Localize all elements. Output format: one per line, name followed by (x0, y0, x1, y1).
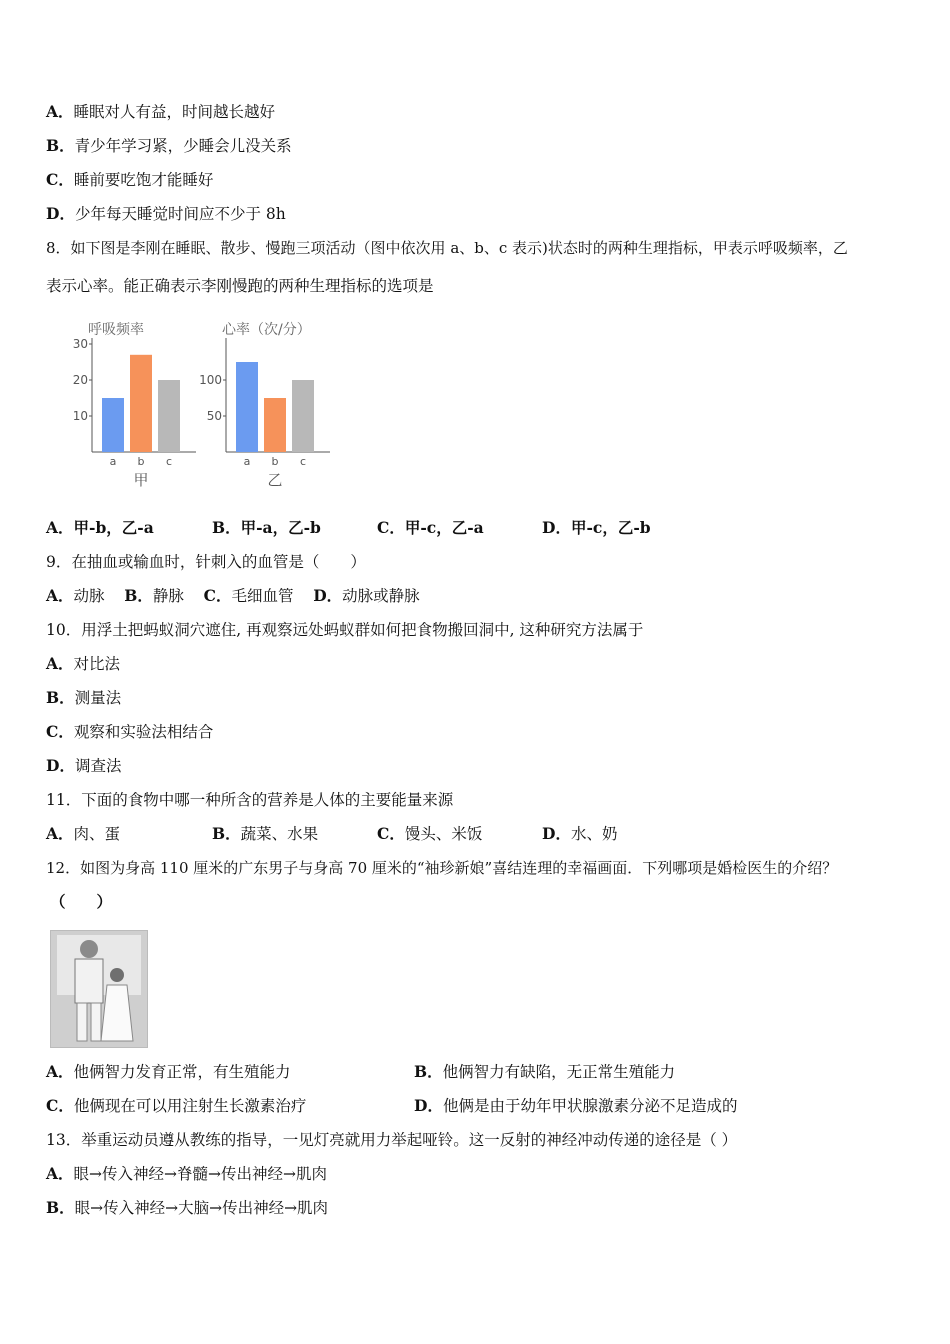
bar-b (264, 398, 286, 452)
q9-stem: 9．在抽血或输血时，针刺入的血管是（ ） (46, 553, 366, 571)
q11-stem: 11．下面的食物中哪一种所含的营养是人体的主要能量来源 (46, 791, 454, 809)
q8-stem-line1: 8．如下图是李刚在睡眠、散步、慢跑三项活动（图中依次用 a、b、c 表示)状态时的两种生理指标，甲表示呼吸频率，乙 (46, 239, 848, 257)
q8-option-a: A．甲-b，乙-a (46, 518, 154, 537)
x-tick-label: b (137, 455, 145, 468)
couple-photo-drawing (51, 931, 147, 1047)
chart-respiration (73, 322, 196, 489)
q12-blank: （ ） (50, 892, 113, 911)
y-tick-label: 50 (206, 409, 222, 423)
couple-photo (50, 930, 148, 1048)
q7-option-a: A．睡眠对人有益，时间越长越好 (46, 102, 276, 121)
q8-option-d: D．甲-c，乙-b (542, 518, 651, 537)
q11-option-b: B．蔬菜、水果 (212, 824, 319, 843)
q8-stem-line2: 表示心率。能正确表示李刚慢跑的两种生理指标的选项是 (46, 277, 434, 295)
y-tick-label: 10 (72, 409, 88, 423)
chart-title: 呼吸频率 (88, 322, 144, 338)
q13-stem: 13．举重运动员遵从教练的指导，一见灯亮就用力举起哑铃。这一反射的神经冲动传递的途径是（ ） (46, 1131, 738, 1149)
y-tick-label: 100 (199, 373, 222, 387)
q10-stem: 10．用浮土把蚂蚁洞穴遮住, 再观察远处蚂蚁群如何把食物搬回洞中, 这种研究方法属于 (46, 621, 644, 639)
q7-option-b: B．青少年学习紧，少睡会儿没关系 (46, 136, 292, 155)
x-tick-label: c (299, 455, 307, 468)
bar-c (158, 380, 180, 452)
q12-option-c: C．他俩现在可以用注射生长激素治疗 (46, 1096, 307, 1115)
q12-option-b: B．他俩智力有缺陷，无正常生殖能力 (414, 1062, 676, 1081)
chart-caption: 乙 (267, 471, 283, 489)
q13-option-b: B．眼→传入神经→大脑→传出神经→肌肉 (46, 1198, 329, 1217)
chart-title: 心率（次/分） (222, 322, 311, 338)
x-tick-label: c (165, 455, 173, 468)
q8-option-b: B．甲-a，乙-b (212, 518, 321, 537)
q10-option-c: C．观察和实验法相结合 (46, 722, 214, 741)
q12-option-d: D．他俩是由于幼年甲状腺激素分泌不足造成的 (414, 1096, 738, 1115)
x-tick-label: a (109, 455, 117, 468)
q12-option-a: A．他俩智力发育正常，有生殖能力 (46, 1062, 291, 1081)
x-tick-label: a (243, 455, 251, 468)
q7-option-d: D．少年每天睡觉时间应不少于 8h (46, 204, 286, 223)
q9-options: A．动脉 B．静脉 C．毛细血管 D．动脉或静脉 (46, 586, 420, 605)
q11-option-a: A．肉、蛋 (46, 824, 121, 843)
q8-option-c: C．甲-c，乙-a (377, 518, 484, 537)
bar-b (130, 355, 152, 452)
bar-a (102, 398, 124, 452)
x-tick-label: b (271, 455, 279, 468)
q11-option-d: D．水、奶 (542, 824, 618, 843)
q10-option-b: B．测量法 (46, 688, 122, 707)
y-tick-label: 20 (72, 373, 88, 387)
chart-caption: 甲 (133, 471, 149, 489)
q8-charts (66, 318, 336, 490)
q10-option-a: A．对比法 (46, 654, 121, 673)
q7-option-c: C．睡前要吃饱才能睡好 (46, 170, 214, 189)
q11-option-c: C．馒头、米饭 (377, 824, 483, 843)
bar-a (236, 362, 258, 452)
bar-c (292, 380, 314, 452)
q10-option-d: D．调查法 (46, 756, 122, 775)
q12-stem: 12．如图为身高 110 厘米的广东男子与身高 70 厘米的“袖珍新娘”喜结连理的幸福画面．下列哪项是婚检医生的介绍？ (46, 859, 838, 877)
chart-heart-rate (199, 322, 330, 489)
q13-option-a: A．眼→传入神经→脊髓→传出神经→肌肉 (46, 1164, 327, 1183)
y-tick-label: 30 (72, 337, 88, 351)
